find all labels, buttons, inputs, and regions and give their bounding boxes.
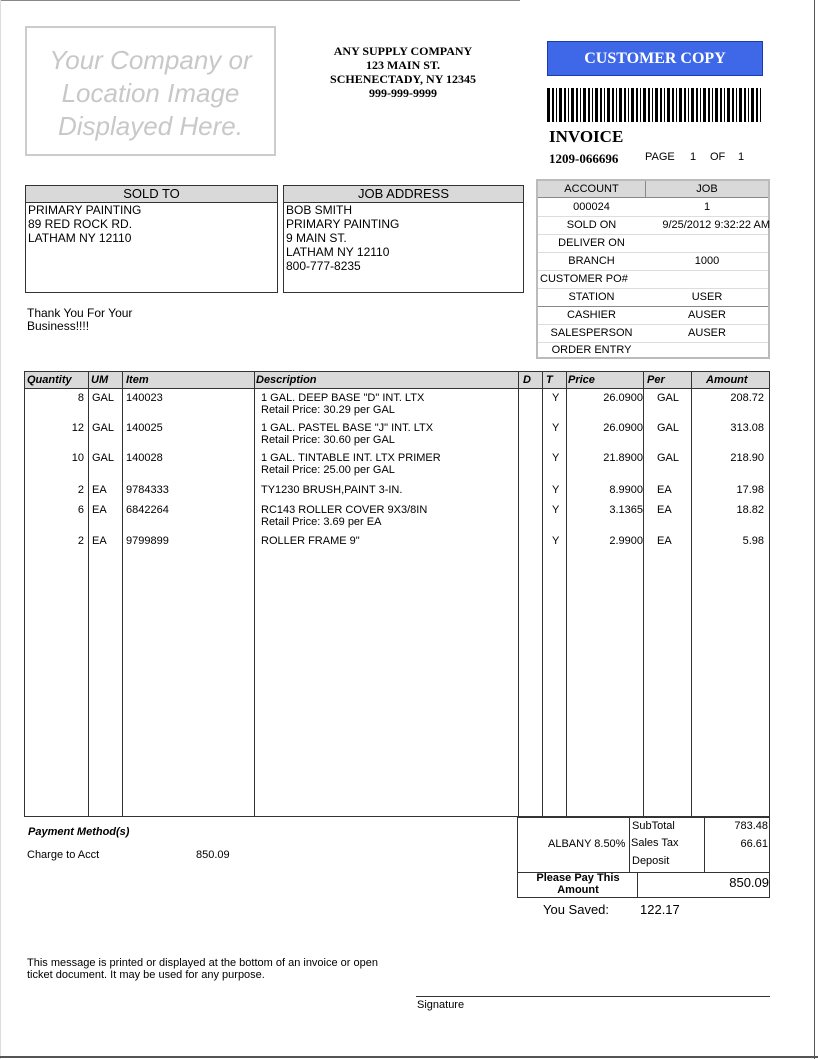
job-address-box: [283, 185, 524, 293]
account-row-salesperson: [538, 324, 768, 342]
row-description: ROLLER FRAME 9": [261, 535, 360, 547]
deposit-label: Deposit: [632, 855, 670, 867]
account-row-label: DELIVER ON: [558, 237, 625, 249]
row-item: 140025: [126, 422, 163, 434]
col-header-amount: Amount: [706, 374, 748, 386]
row-retail-price: Retail Price: 30.29 per GAL: [261, 404, 395, 416]
account-values-row: [538, 198, 768, 216]
row-amount: 5.98: [742, 535, 764, 547]
row-price: 21.8900: [603, 452, 643, 464]
row-quantity: 2: [77, 535, 84, 547]
account-row-branch: [538, 252, 768, 270]
row-quantity: 8: [77, 392, 84, 404]
job-label: JOB: [696, 183, 718, 195]
page-number: 1: [690, 151, 697, 163]
totals-divider: [629, 817, 630, 872]
row-per: EA: [657, 504, 672, 516]
account-row-sold-on: [538, 216, 768, 234]
col-header-quantity: Quantity: [27, 374, 72, 386]
customer-copy-banner: CUSTOMER COPY: [547, 41, 763, 76]
company-logo-placeholder: Your Company or Location Image Displayed Here.: [25, 26, 276, 156]
account-row-cashier: [538, 306, 768, 324]
row-per: GAL: [657, 452, 680, 464]
account-label: ACCOUNT: [564, 183, 619, 195]
row-amount: 208.72: [730, 392, 764, 404]
col-header-um: UM: [91, 374, 109, 386]
row-price: 3.1365: [609, 504, 643, 516]
account-row-label: CASHIER: [567, 309, 616, 321]
subtotal-label: SubTotal: [632, 820, 675, 832]
sales-tax-label: Sales Tax: [631, 837, 679, 849]
row-retail-price: Retail Price: 25.00 per GAL: [261, 464, 395, 476]
row-quantity: 6: [77, 504, 84, 516]
account-row-value: 1000: [694, 255, 720, 267]
row-quantity: 2: [77, 484, 84, 496]
payment-methods-label: Payment Method(s): [28, 826, 130, 838]
column-divider: [542, 372, 543, 816]
sold-to-line: PRIMARY PAINTING: [28, 203, 142, 217]
signature-label: Signature: [417, 999, 465, 1011]
row-per: EA: [657, 535, 672, 547]
account-row-label: SALESPERSON: [550, 327, 633, 339]
col-header-d: D: [523, 374, 531, 386]
job-address-line: BOB SMITH: [286, 203, 353, 217]
row-amount: 313.08: [730, 422, 764, 434]
account-row-label: BRANCH: [568, 255, 615, 267]
row-description: 1 GAL. TINTABLE INT. LTX PRIMER: [261, 452, 441, 464]
row-t: Y: [552, 484, 560, 496]
page-label: PAGE: [645, 151, 675, 163]
job-address-line: PRIMARY PAINTING: [286, 217, 400, 231]
row-t: Y: [552, 422, 560, 434]
totals-box: [517, 817, 770, 898]
barcode-icon: [547, 88, 763, 122]
company-name: ANY SUPPLY COMPANY: [333, 44, 473, 58]
row-per: GAL: [657, 422, 680, 434]
row-price: 26.0900: [603, 422, 643, 434]
job-address-line: LATHAM NY 12110: [286, 245, 390, 259]
column-divider: [691, 372, 692, 816]
company-phone: 999-999-9999: [369, 86, 437, 100]
row-item: 140028: [126, 452, 163, 464]
row-um: GAL: [92, 422, 115, 434]
row-um: GAL: [92, 392, 115, 404]
col-header-price: Price: [568, 374, 595, 386]
row-retail-price: Retail Price: 3.69 per EA: [261, 516, 382, 528]
of-label: OF: [710, 151, 726, 163]
sold-to-header: SOLD TO: [26, 186, 277, 203]
account-header: [538, 181, 768, 198]
account-row-label: SOLD ON: [566, 219, 617, 231]
account-row-value: 9/25/2012 9:32:22 AM: [662, 219, 770, 231]
tax-description: ALBANY 8.50%: [548, 838, 626, 850]
row-price: 8.9900: [609, 484, 643, 496]
column-divider: [88, 372, 89, 816]
account-row-station: [538, 288, 768, 306]
row-item: 140023: [126, 392, 163, 404]
account-value: 000024: [573, 201, 610, 213]
row-amount: 17.98: [736, 484, 764, 496]
job-address-line: 9 MAIN ST.: [286, 231, 347, 245]
row-item: 6842264: [126, 504, 169, 516]
account-row-customer-po: [538, 270, 768, 288]
col-header-description: Description: [256, 374, 317, 386]
row-t: Y: [552, 535, 560, 547]
company-info: [300, 44, 506, 100]
payment-method: Charge to Acct: [27, 849, 100, 861]
invoice-title: INVOICE: [549, 127, 624, 146]
row-um: EA: [92, 504, 107, 516]
row-description: TY1230 BRUSH,PAINT 3-IN.: [261, 484, 403, 496]
column-divider: [566, 372, 567, 816]
column-divider: [643, 372, 644, 816]
row-um: GAL: [92, 452, 115, 464]
row-amount: 218.90: [730, 452, 764, 464]
account-info-box: [536, 179, 770, 359]
you-saved-label: You Saved:: [543, 902, 610, 917]
company-city: SCHENECTADY, NY 12345: [330, 72, 476, 86]
account-row-order-entry: [538, 341, 768, 359]
col-header-item: Item: [126, 374, 149, 386]
frame-bottom-border: [0, 1056, 818, 1058]
you-saved-amount: 122.17: [640, 902, 680, 917]
sales-tax-value: 66.61: [740, 838, 768, 850]
please-pay-label: Please Pay This Amount: [536, 872, 620, 896]
row-quantity: 12: [71, 422, 84, 434]
row-price: 2.9900: [609, 535, 643, 547]
subtotal-value: 783.48: [734, 820, 768, 832]
footer-message: This message is printed or displayed at the bottom of an invoice or open ticket document. It may be used for any purpose.: [27, 957, 378, 981]
row-um: EA: [92, 484, 107, 496]
row-price: 26.0900: [603, 392, 643, 404]
job-address-line: 800-777-8235: [286, 259, 361, 273]
row-item: 9799899: [126, 535, 169, 547]
account-row-value: AUSER: [688, 309, 726, 321]
row-t: Y: [552, 392, 560, 404]
column-divider: [518, 372, 519, 816]
signature-line: [416, 996, 770, 997]
frame-right-border: [814, 0, 815, 1059]
row-item: 9784333: [126, 484, 169, 496]
company-address: 123 MAIN ST.: [365, 58, 441, 72]
invoice-number: 1209-066696: [549, 151, 619, 166]
row-retail-price: Retail Price: 30.60 per GAL: [261, 434, 395, 446]
row-quantity: 10: [71, 452, 84, 464]
row-description: RC143 ROLLER COVER 9X3/8IN: [261, 504, 428, 516]
col-header-per: Per: [647, 374, 665, 386]
payment-amount: 850.09: [196, 849, 230, 861]
sold-to-line: LATHAM NY 12110: [28, 231, 132, 245]
frame-top-border: [0, 0, 520, 1]
row-t: Y: [552, 504, 560, 516]
sold-to-line: 89 RED ROCK RD.: [28, 217, 133, 231]
col-header-t: T: [546, 374, 553, 386]
page-count: 1: [738, 151, 745, 163]
totals-divider: [637, 872, 638, 898]
account-row-value: AUSER: [688, 327, 726, 339]
frame-left-border: [0, 0, 1, 1059]
row-description: 1 GAL. DEEP BASE "D" INT. LTX: [261, 392, 425, 404]
line-items-header: [25, 372, 769, 389]
job-value: 1: [703, 201, 711, 213]
job-address-header: JOB ADDRESS: [284, 186, 523, 203]
account-row-deliver-on: [538, 234, 768, 252]
thank-you-message: Thank You For Your Business!!!!: [27, 306, 133, 333]
column-divider: [254, 372, 255, 816]
row-t: Y: [552, 452, 560, 464]
account-row-label: STATION: [568, 291, 615, 303]
account-row-value: USER: [691, 291, 723, 303]
column-divider: [122, 372, 123, 816]
row-amount: 18.82: [736, 504, 764, 516]
line-items-table: [24, 371, 770, 817]
sold-to-box: [25, 185, 278, 293]
row-um: EA: [92, 535, 107, 547]
row-per: GAL: [657, 392, 680, 404]
please-pay-amount: 850.09: [729, 875, 769, 890]
account-row-label: ORDER ENTRY: [551, 344, 632, 356]
row-per: EA: [657, 484, 672, 496]
account-row-label: CUSTOMER PO#: [540, 273, 628, 285]
row-description: 1 GAL. PASTEL BASE "J" INT. LTX: [261, 422, 434, 434]
